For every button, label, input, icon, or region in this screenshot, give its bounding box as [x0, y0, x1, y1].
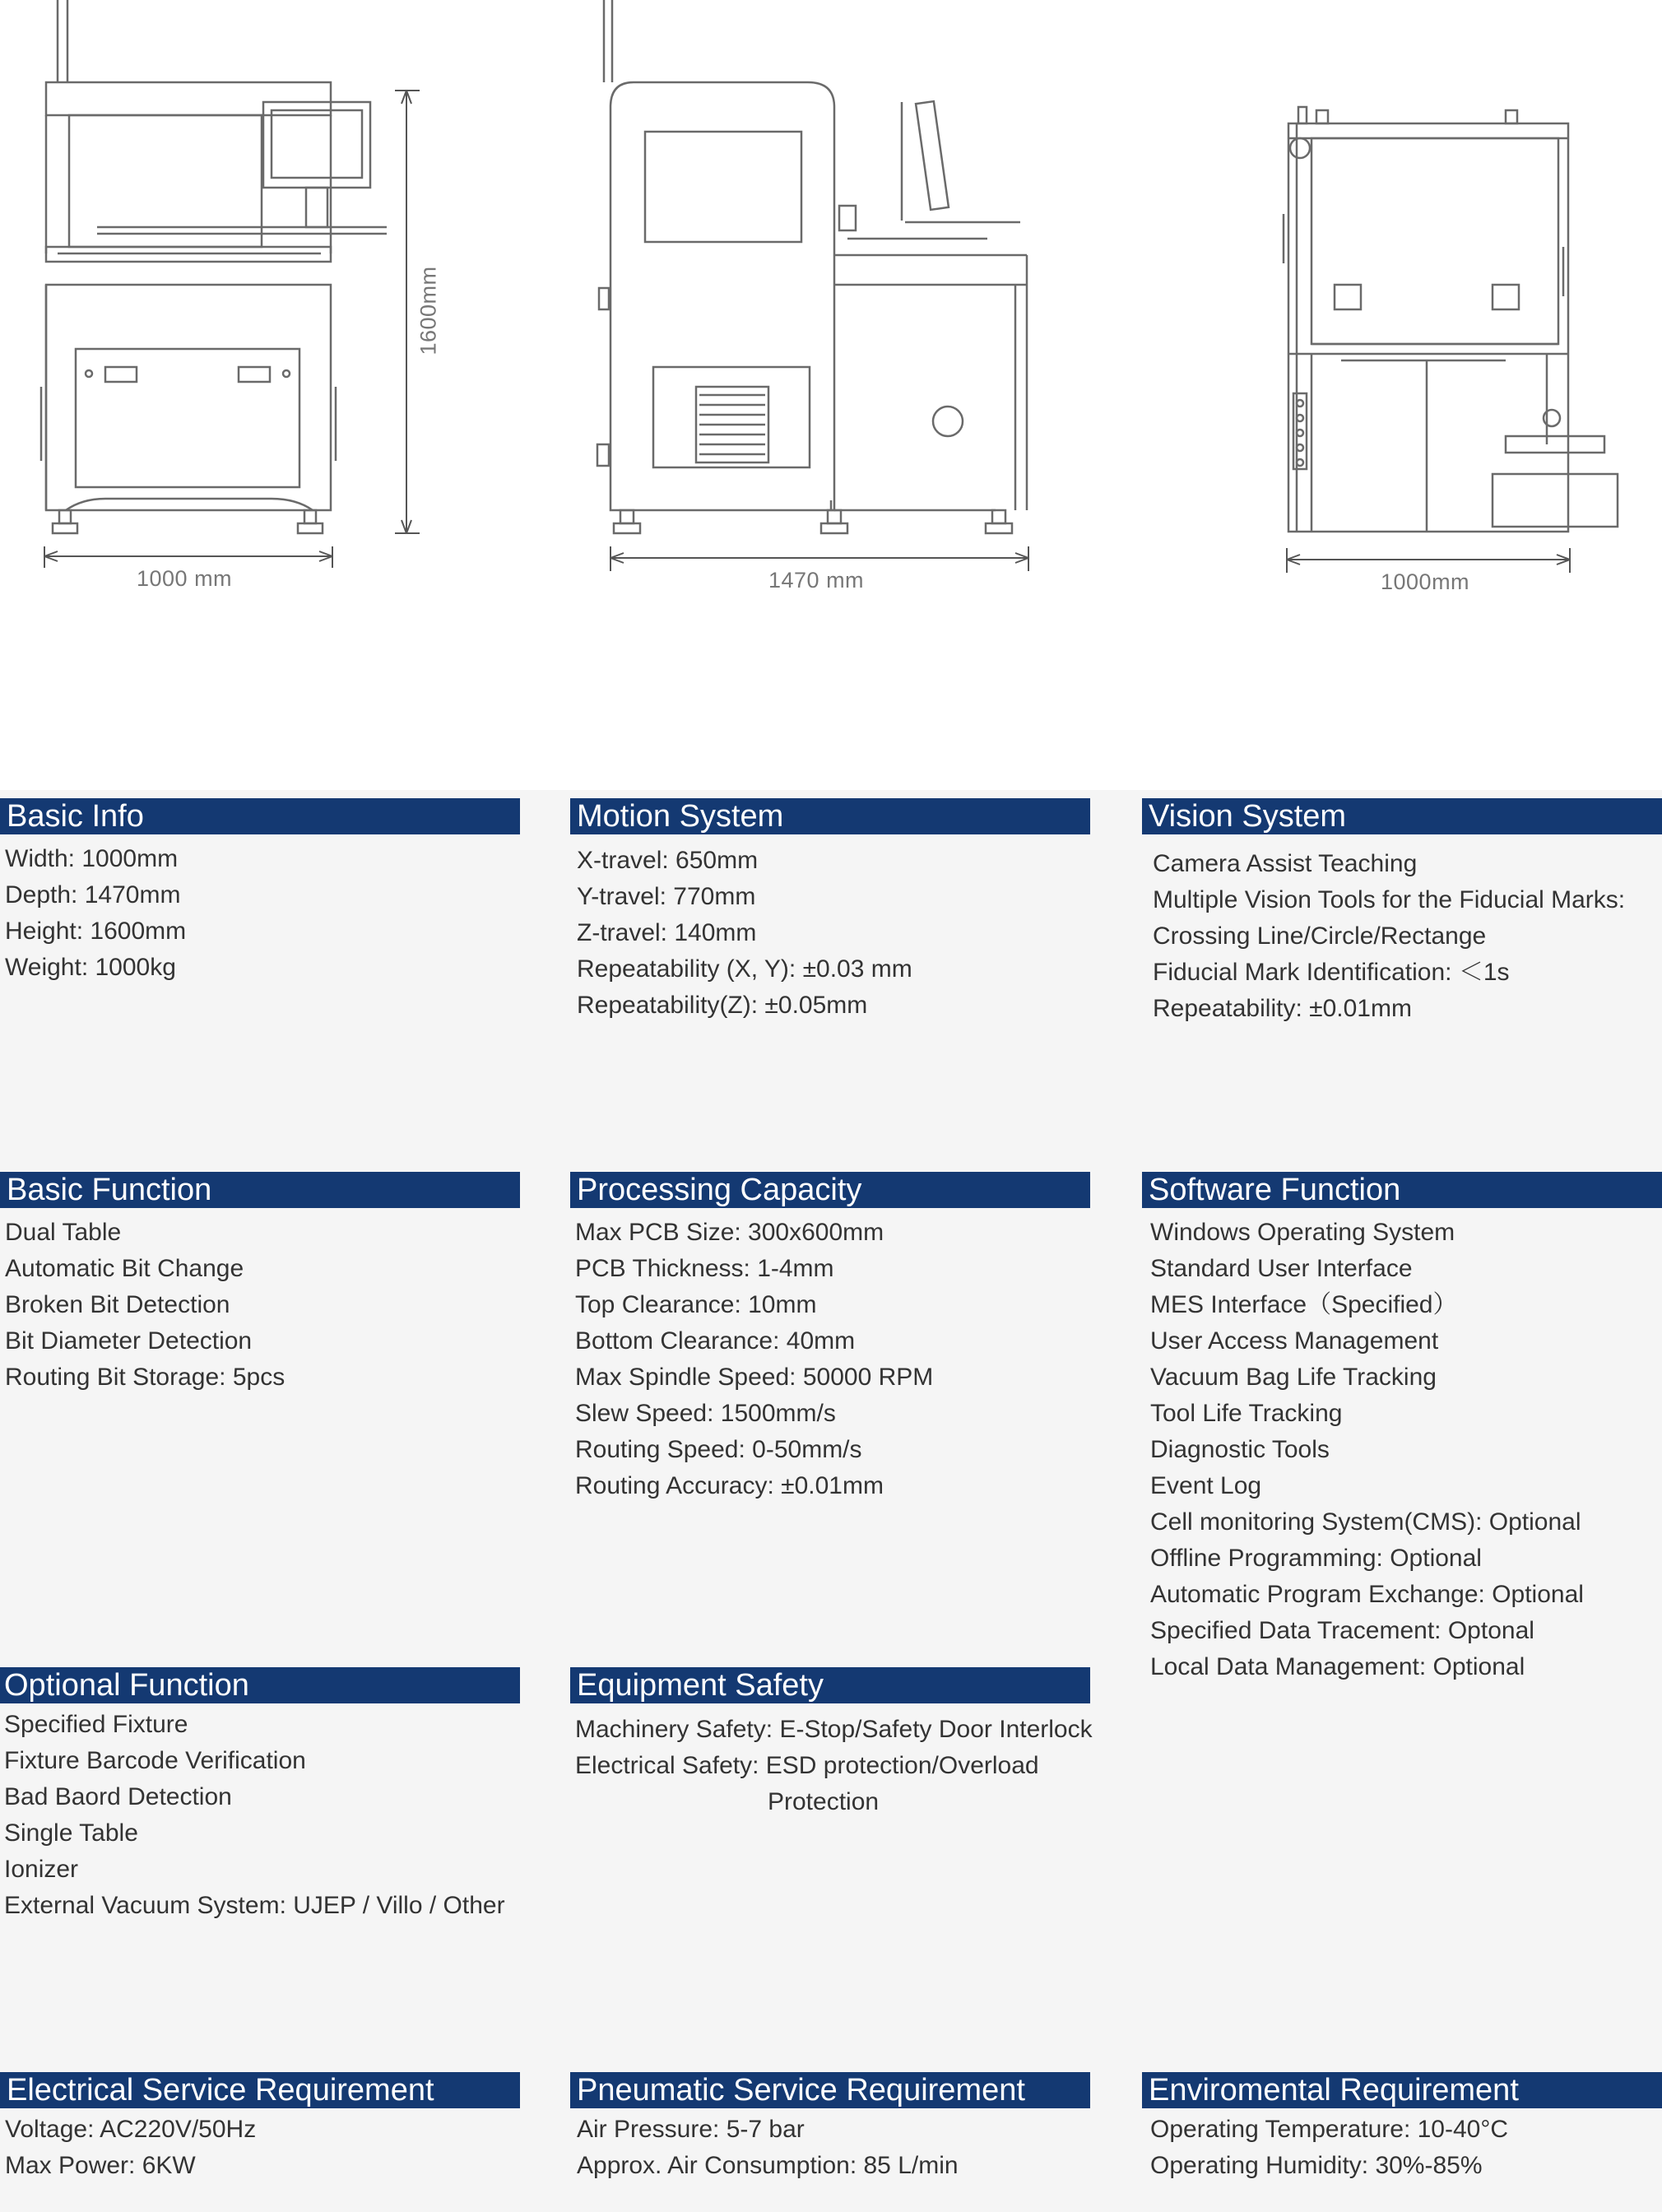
spec-item: Repeatability (X, Y): ±0.03 mm [577, 955, 912, 983]
spec-item: Cell monitoring System(CMS): Optional [1150, 1508, 1581, 1536]
side-view-drawing [597, 0, 1027, 533]
spec-list [0, 1215, 520, 1396]
spec-item: Approx. Air Consumption: 85 L/min [577, 2152, 959, 2179]
spec-list [570, 2112, 1090, 2184]
section-title: Enviromental Requirement [1142, 2072, 1662, 2108]
front-view-dimensions [44, 91, 420, 568]
spec-item: Routing Bit Storage: 5pcs [5, 1364, 286, 1391]
top-view-drawing [1284, 107, 1618, 532]
spec-item: Electrical Safety: ESD protection/Overload [575, 1752, 1039, 1779]
spec-item: User Access Management [1150, 1327, 1439, 1355]
section-title: Electrical Service Requirement [0, 2072, 520, 2108]
front-height-label: 1600mm [416, 266, 441, 356]
spec-item: Operating Temperature: 10-40°C [1150, 2116, 1509, 2143]
spec-item: Bottom Clearance: 40mm [575, 1327, 856, 1355]
software-function-section [1142, 1172, 1662, 1685]
specifications-area [0, 790, 1662, 2212]
electrical-service-section [0, 2072, 520, 2184]
spec-item: Fixture Barcode Verification [4, 1747, 306, 1774]
section-title: Motion System [570, 798, 1090, 834]
spec-item: Height: 1600mm [5, 918, 187, 945]
section-title: Optional Function [0, 1667, 520, 1703]
spec-item: Camera Assist Teaching [1153, 850, 1418, 877]
top-width-label: 1000mm [1381, 569, 1470, 594]
spec-item: Bit Diameter Detection [5, 1327, 253, 1355]
section-title: Software Function [1142, 1172, 1662, 1208]
optional-function-section [0, 1667, 520, 1924]
spec-item: Diagnostic Tools [1150, 1436, 1330, 1463]
spec-item: Max Spindle Speed: 50000 RPM [575, 1364, 934, 1391]
spec-item: Y-travel: 770mm [577, 883, 756, 910]
spec-item: Repeatability(Z): ±0.05mm [577, 992, 868, 1019]
section-title: Processing Capacity [570, 1172, 1090, 1208]
spec-item: Air Pressure: 5-7 bar [577, 2116, 805, 2143]
spec-item: Crossing Line/Circle/Rectange [1153, 922, 1487, 950]
section-title: Vision System [1142, 798, 1662, 834]
front-view-drawing [41, 0, 387, 533]
spec-item: Vacuum Bag Life Tracking [1150, 1364, 1437, 1391]
basic-function-section [0, 1172, 520, 1396]
section-title: Pneumatic Service Requirement [570, 2072, 1090, 2108]
pneumatic-service-section [570, 2072, 1090, 2184]
spec-item: X-travel: 650mm [577, 847, 759, 874]
equipment-safety-section [570, 1667, 1093, 1820]
spec-item: Single Table [4, 1819, 138, 1847]
side-width-label: 1470 mm [768, 568, 865, 592]
spec-item: Automatic Program Exchange: Optional [1150, 1581, 1584, 1608]
spec-item: Offline Programming: Optional [1150, 1545, 1482, 1572]
spec-list [0, 2112, 520, 2184]
spec-list [0, 841, 520, 986]
spec-item: Event Log [1150, 1472, 1262, 1499]
spec-item: External Vacuum System: UJEP / Villo / Other [4, 1892, 505, 1919]
front-width-label: 1000 mm [137, 566, 233, 591]
spec-list [570, 1215, 1090, 1504]
processing-capacity-section [570, 1172, 1090, 1504]
spec-item: Max PCB Size: 300x600mm [575, 1219, 884, 1246]
spec-list [1142, 1215, 1662, 1685]
section-title: Basic Function [0, 1172, 520, 1208]
spec-item: Local Data Management: Optional [1150, 1653, 1525, 1680]
spec-item: Tool Life Tracking [1150, 1400, 1343, 1427]
basic-info-section [0, 798, 520, 986]
spec-item: PCB Thickness: 1-4mm [575, 1255, 834, 1282]
spec-item: Machinery Safety: E-Stop/Safety Door Interlock [575, 1716, 1093, 1743]
vision-system-section [1142, 798, 1662, 1027]
spec-item: Routing Accuracy: ±0.01mm [575, 1472, 884, 1499]
spec-item: Specified Data Tracement: Optonal [1150, 1617, 1534, 1644]
spec-item: Slew Speed: 1500mm/s [575, 1400, 836, 1427]
spec-item: Dual Table [5, 1219, 122, 1246]
spec-item: Fiducial Mark Identification: ＜1s [1153, 959, 1510, 986]
spec-item: Automatic Bit Change [5, 1255, 244, 1282]
machine-drawings [0, 0, 1662, 790]
spec-item: Windows Operating System [1150, 1219, 1455, 1246]
spec-item: Ionizer [4, 1856, 79, 1883]
spec-item: Weight: 1000kg [5, 954, 176, 981]
spec-item: Depth: 1470mm [5, 881, 181, 908]
spec-item: Specified Fixture [4, 1711, 188, 1738]
motion-system-section [570, 798, 1090, 1024]
section-title: Equipment Safety [570, 1667, 1090, 1703]
spec-item: Broken Bit Detection [5, 1291, 230, 1318]
spec-item: MES Interface（Specified） [1150, 1291, 1458, 1318]
spec-item: Repeatability: ±0.01mm [1153, 995, 1412, 1022]
section-title: Basic Info [0, 798, 520, 834]
technical-drawings [0, 0, 1662, 790]
spec-item: Multiple Vision Tools for the Fiducial Marks: [1153, 886, 1626, 913]
spec-item: Voltage: AC220V/50Hz [5, 2116, 257, 2143]
spec-item: Routing Speed: 0-50mm/s [575, 1436, 862, 1463]
spec-list [1142, 2112, 1662, 2184]
spec-item: Z-travel: 140mm [577, 919, 757, 946]
environmental-section [1142, 2072, 1662, 2184]
spec-item: Top Clearance: 10mm [575, 1291, 817, 1318]
spec-list [570, 1712, 1093, 1820]
spec-item: Operating Humidity: 30%-85% [1150, 2152, 1483, 2179]
spec-item: Width: 1000mm [5, 845, 179, 872]
spec-list [0, 1707, 520, 1924]
spec-item: Standard User Interface [1150, 1255, 1413, 1282]
spec-item: Max Power: 6KW [5, 2152, 196, 2179]
spec-list [570, 843, 1090, 1024]
spec-item: Bad Baord Detection [4, 1783, 232, 1810]
spec-list [1142, 846, 1662, 1027]
spec-item-continued: Protection [768, 1788, 880, 1815]
